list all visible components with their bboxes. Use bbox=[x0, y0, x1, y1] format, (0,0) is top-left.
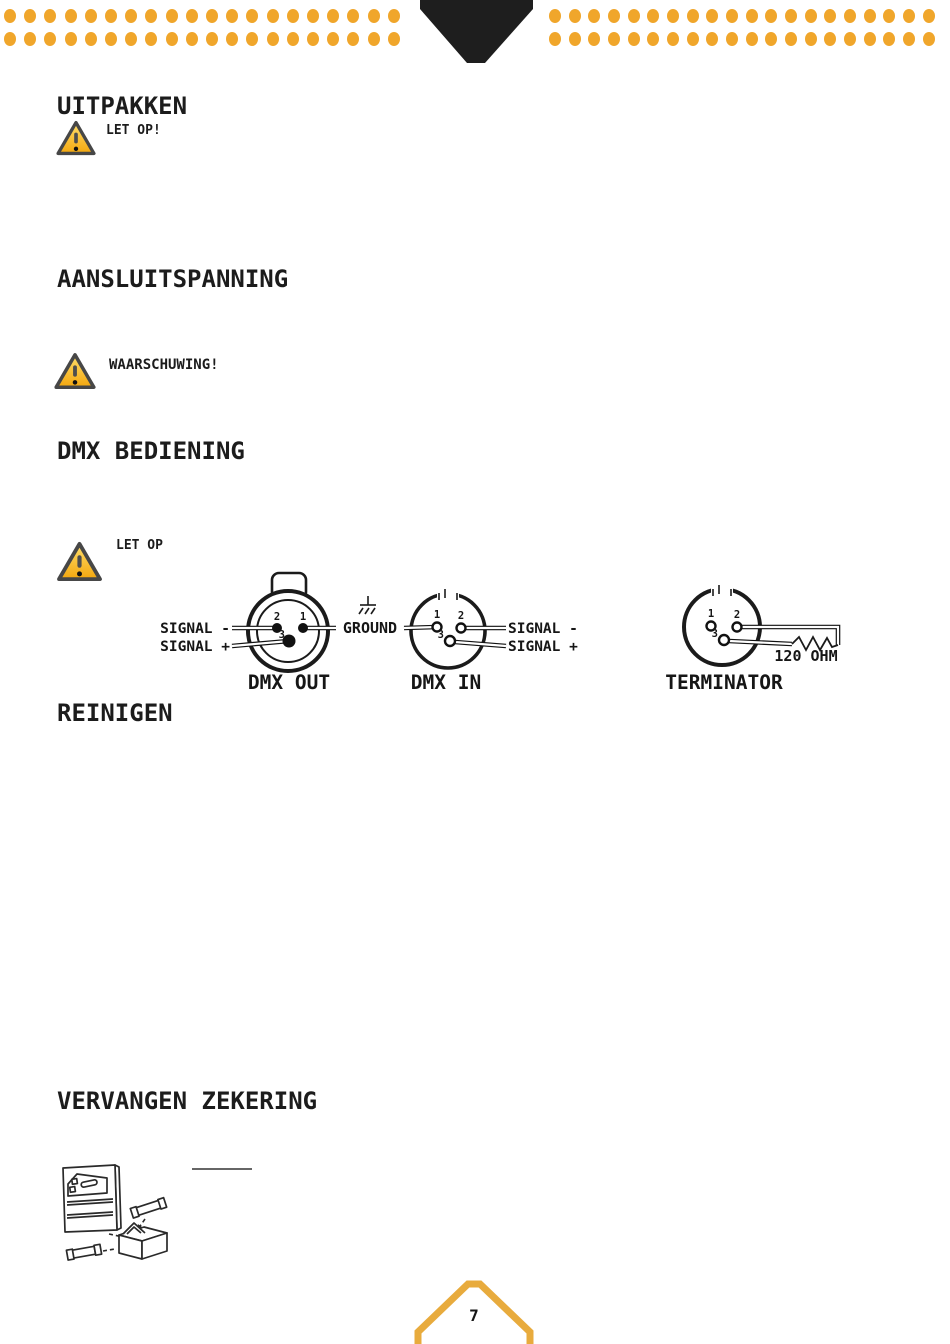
warning-triangle-icon bbox=[56, 541, 103, 582]
dot bbox=[327, 9, 339, 23]
dot bbox=[186, 32, 198, 46]
dot bbox=[246, 9, 258, 23]
ground-symbol-icon bbox=[359, 596, 376, 614]
dot bbox=[824, 32, 836, 46]
dot bbox=[287, 9, 299, 23]
dot bbox=[166, 32, 178, 46]
dmx-wiring-diagram bbox=[150, 560, 850, 698]
dot bbox=[24, 9, 36, 23]
dmx-in-pin2 bbox=[457, 624, 466, 633]
dot bbox=[608, 32, 620, 46]
section-title-uitpakken: UITPAKKEN bbox=[57, 92, 188, 120]
terminator-label: TERMINATOR bbox=[665, 671, 783, 694]
dot-row bbox=[4, 9, 400, 23]
fuse-holder-drawing bbox=[119, 1223, 167, 1259]
dot bbox=[85, 32, 97, 46]
dot bbox=[864, 9, 876, 23]
dot bbox=[65, 32, 77, 46]
dot bbox=[267, 32, 279, 46]
terminator-pin3 bbox=[719, 635, 729, 645]
dmx-in-pin2-number: 2 bbox=[457, 610, 465, 622]
dot bbox=[706, 32, 718, 46]
warning-label-let-op: LET OP! bbox=[106, 123, 161, 138]
dot bbox=[105, 32, 117, 46]
dot bbox=[65, 9, 77, 23]
dot bbox=[883, 9, 895, 23]
iec-inlet-drawing bbox=[63, 1165, 121, 1232]
dot bbox=[569, 32, 581, 46]
dmx-in-pin3 bbox=[445, 636, 455, 646]
dot bbox=[24, 32, 36, 46]
dot bbox=[287, 32, 299, 46]
terminator-pin1-number: 1 bbox=[707, 608, 715, 620]
dot bbox=[785, 32, 797, 46]
dmx-in-signal-plus-label: SIGNAL + bbox=[508, 639, 578, 655]
dot bbox=[667, 32, 679, 46]
dot bbox=[105, 9, 117, 23]
dot bbox=[307, 9, 319, 23]
dot bbox=[206, 32, 218, 46]
section-title-aansluitspanning: AANSLUITSPANNING bbox=[57, 265, 289, 293]
dot bbox=[824, 9, 836, 23]
dmx-out-signal-minus-label: SIGNAL - bbox=[160, 621, 230, 637]
header-diamond-shape bbox=[415, 0, 537, 64]
dot bbox=[44, 9, 56, 23]
dmx-out-pin3-number: 3 bbox=[278, 629, 285, 641]
page-number: 7 bbox=[469, 1306, 479, 1325]
dot bbox=[903, 32, 915, 46]
terminator-connector bbox=[684, 582, 760, 665]
dot bbox=[246, 32, 258, 46]
dot bbox=[883, 32, 895, 46]
ground-label: GROUND bbox=[342, 619, 398, 637]
dot bbox=[368, 32, 380, 46]
dot bbox=[765, 32, 777, 46]
dmx-out-pin2-number: 2 bbox=[273, 611, 281, 623]
dot bbox=[608, 9, 620, 23]
dot bbox=[628, 32, 640, 46]
dot-row bbox=[549, 9, 935, 23]
dot-row bbox=[4, 32, 400, 46]
dot bbox=[687, 32, 699, 46]
section-title-dmx-bediening: DMX BEDIENING bbox=[57, 437, 245, 465]
resistor-value-label: 120 OHM bbox=[774, 647, 838, 665]
dot bbox=[647, 9, 659, 23]
dashed-line bbox=[103, 1249, 115, 1251]
dot bbox=[226, 9, 238, 23]
fuse-replacement-diagram bbox=[55, 1155, 315, 1295]
dot bbox=[125, 9, 137, 23]
dot bbox=[588, 9, 600, 23]
dot bbox=[44, 32, 56, 46]
section-title-reinigen: REINIGEN bbox=[57, 699, 173, 727]
dot bbox=[588, 32, 600, 46]
dot bbox=[647, 32, 659, 46]
dot bbox=[923, 9, 935, 23]
dot bbox=[388, 32, 400, 46]
dot-row bbox=[549, 32, 935, 46]
dot bbox=[549, 32, 561, 46]
dot bbox=[307, 32, 319, 46]
dot bbox=[267, 9, 279, 23]
dmx-out-pin1 bbox=[298, 623, 308, 633]
dot bbox=[903, 9, 915, 23]
dot bbox=[569, 9, 581, 23]
dmx-out-pin1-number: 1 bbox=[299, 611, 307, 623]
dmx-in-label: DMX IN bbox=[410, 671, 482, 694]
dot bbox=[923, 32, 935, 46]
dot bbox=[746, 9, 758, 23]
dmx-out-label: DMX OUT bbox=[247, 671, 331, 694]
dot bbox=[85, 9, 97, 23]
dot bbox=[125, 32, 137, 46]
dot bbox=[726, 32, 738, 46]
dot bbox=[844, 32, 856, 46]
dot bbox=[388, 9, 400, 23]
dot bbox=[549, 9, 561, 23]
dot bbox=[186, 9, 198, 23]
dot bbox=[667, 9, 679, 23]
footer-page-badge bbox=[406, 1278, 542, 1344]
dmx-in-pin1-number: 1 bbox=[433, 609, 441, 621]
dot bbox=[327, 32, 339, 46]
terminator-pin2-number: 2 bbox=[733, 609, 741, 621]
dot bbox=[726, 9, 738, 23]
dmx-out-connector bbox=[248, 573, 328, 671]
dot bbox=[785, 9, 797, 23]
terminator-pin3-number: 3 bbox=[711, 628, 718, 640]
dot bbox=[765, 9, 777, 23]
dmx-in-signal-minus-label: SIGNAL - bbox=[508, 621, 578, 637]
dot bbox=[145, 9, 157, 23]
dot bbox=[628, 9, 640, 23]
section-title-vervangen-zekering: VERVANGEN ZEKERING bbox=[57, 1087, 318, 1115]
dot bbox=[347, 9, 359, 23]
dot bbox=[347, 32, 359, 46]
dot bbox=[805, 32, 817, 46]
warning-label-let-op-dmx: LET OP bbox=[116, 538, 163, 553]
dot bbox=[687, 9, 699, 23]
dot bbox=[145, 32, 157, 46]
dot bbox=[844, 9, 856, 23]
dot bbox=[805, 9, 817, 23]
dot bbox=[368, 9, 380, 23]
dot bbox=[864, 32, 876, 46]
fuse-upper-drawing bbox=[130, 1198, 166, 1218]
warning-label-waarschuwing: WAARSCHUWING! bbox=[109, 357, 219, 373]
dot bbox=[4, 32, 16, 46]
dmx-in-pin3-number: 3 bbox=[437, 629, 444, 641]
warning-triangle-icon bbox=[56, 120, 96, 156]
terminator-pin2 bbox=[733, 623, 742, 632]
dot bbox=[706, 9, 718, 23]
dot bbox=[166, 9, 178, 23]
dot bbox=[4, 9, 16, 23]
dot bbox=[226, 32, 238, 46]
dot bbox=[746, 32, 758, 46]
dot bbox=[206, 9, 218, 23]
fuse-lower-drawing bbox=[66, 1244, 101, 1260]
dmx-out-signal-plus-label: SIGNAL + bbox=[160, 639, 230, 655]
warning-triangle-icon bbox=[54, 352, 96, 390]
